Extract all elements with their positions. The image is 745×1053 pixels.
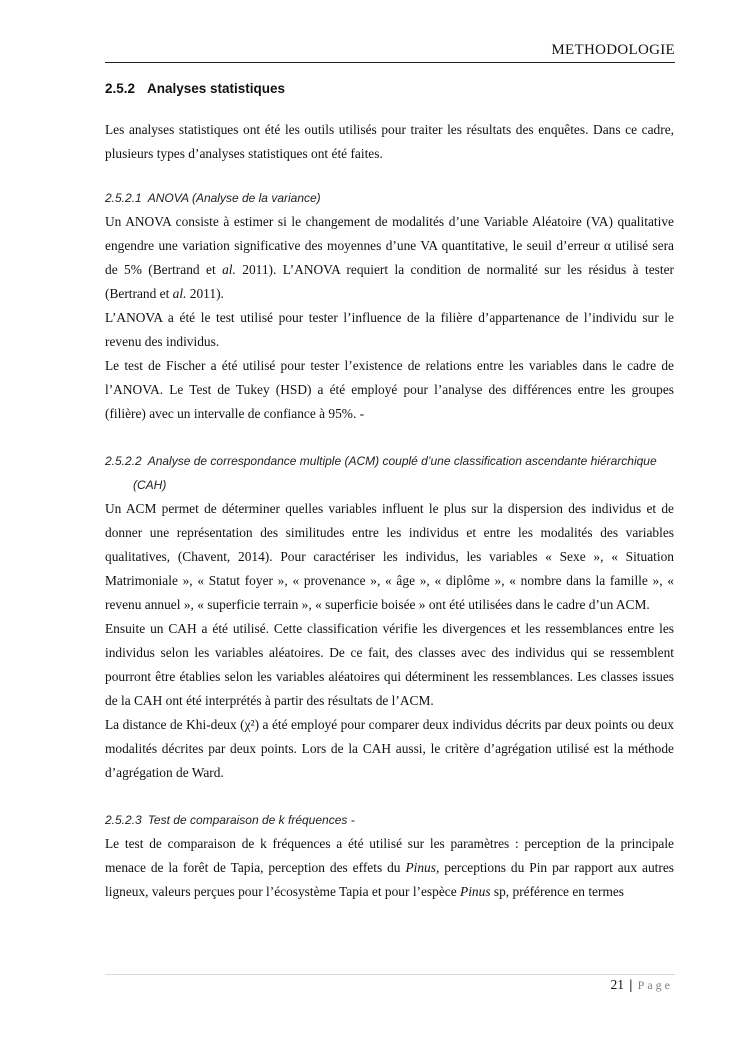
k-frequences-paragraph-1 <box>105 832 674 904</box>
subsection-number: 2.5.2.3 <box>105 813 142 827</box>
italic-run: Pinus <box>405 860 436 875</box>
page-label: Page <box>637 978 673 992</box>
text-run: sp, préférence en termes <box>490 884 625 899</box>
text-run: , perceptions du Pin par rapport aux autres ligneux, valeurs perçues pour l’écosystème Tapia et pour l’espèce <box>105 860 674 899</box>
anova-paragraph-3: Le test de Fischer a été utilisé pour tester l’existence de relations entre les variables dans le cadre de l’ANOVA. Le Test de Tukey (HSD) a été employé pour l’analyse des différences entre les groupes (filière) avec un intervalle de confiance à 95%. - <box>105 358 674 421</box>
section-heading <box>105 78 674 100</box>
acm-paragraph-3: La distance de Khi-deux (χ²) a été employé pour comparer deux individus décrits par deux points ou deux modalités décrites par deux points. Lors de la CAH aussi, le critère d’agrégation utilisé est la méthode d’agrégation de Ward. <box>105 717 674 780</box>
subsection-title: Test de comparaison de k fréquences - <box>147 813 355 827</box>
anova-paragraph-1 <box>105 210 674 306</box>
italic-run: al. <box>222 262 236 277</box>
text-run: Un ANOVA consiste à estimer si le changement de modalités d’une Variable Aléatoire (VA) qualitative engendre une variation significative des moyennes d’une VA quantitative, le seuil d’erreur α utilisé sera de 5% (Bertrand et <box>105 214 674 277</box>
footer-separator: | <box>629 977 633 992</box>
subsection-heading-k-frequences <box>105 808 674 832</box>
italic-run: Pinus <box>460 884 491 899</box>
footer-divider <box>105 974 675 975</box>
subsection-number: 2.5.2.2 <box>105 454 142 468</box>
header-title: METHODOLOGIE <box>551 42 675 58</box>
italic-run: al. <box>172 286 187 301</box>
subsection-title: ANOVA (Analyse de la variance) <box>147 191 321 205</box>
text-run: 2011). <box>186 286 224 301</box>
subsection-heading-acm <box>105 449 674 497</box>
page-header <box>105 42 675 63</box>
intro-paragraph: Les analyses statistiques ont été les outils utilisés pour traiter les résultats des enquêtes. Dans ce cadre, plusieurs types d’analyses statistiques ont été faites. <box>105 122 674 161</box>
subsection-title: Analyse de correspondance multiple (ACM) couplé d’une classification ascendante hiérarchique <box>147 454 657 468</box>
text-run: 2011). L’ANOVA requiert la condition de normalité sur les résidus à tester (Bertrand et <box>105 262 674 301</box>
page-content <box>105 78 674 904</box>
acm-paragraph-1: Un ACM permet de déterminer quelles variables influent le plus sur la dispersion des individus et de donner une représentation des similitudes entre les individus et entre les modalités des variables qualitatives, (Chavent, 2014). Pour caractériser les individus, les variables « Sexe », « Situation Matrimoniale », « Statut foyer », « provenance », « âge », « diplôme », « nombre dans la famille », « revenu annuel », « superficie terrain », « superficie boisée » ont été utilisées dans le cadre d’un ACM. <box>105 501 674 612</box>
page-footer <box>610 977 673 993</box>
section-title: Analyses statistiques <box>147 81 286 96</box>
subsection-title-continued: (CAH) <box>133 478 167 492</box>
subsection-heading-anova <box>105 186 674 210</box>
page-number: 21 <box>610 977 624 992</box>
section-number: 2.5.2 <box>105 81 136 96</box>
text-run: Le test de comparaison de k fréquences a été utilisé sur les paramètres : perception de la principale menace de la forêt de Tapia, perception des effets du <box>105 836 674 875</box>
anova-paragraph-2: L’ANOVA a été le test utilisé pour tester l’influence de la filière d’appartenance de l’individu sur le revenu des individus. <box>105 310 674 349</box>
subsection-number: 2.5.2.1 <box>105 191 142 205</box>
acm-paragraph-2: Ensuite un CAH a été utilisé. Cette classification vérifie les divergences et les ressemblances entre les individus selon les variables aléatoires. De ce fait, des classes avec des individus qui se ressemblent pourront être établies selon les variables aléatoires qui déterminent les ressemblances. Les classes issues de la CAH ont été interprétés à partir des résultats de l’ACM. <box>105 621 674 708</box>
